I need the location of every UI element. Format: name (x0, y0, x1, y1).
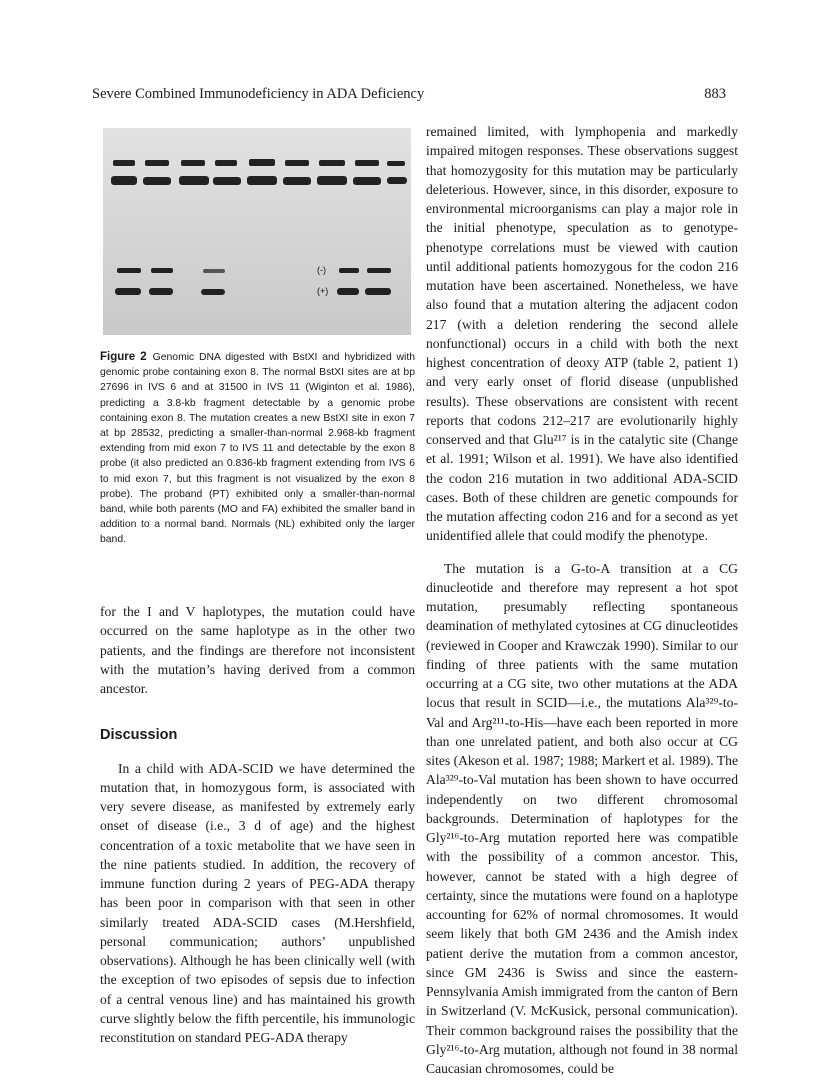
left-column (100, 602, 415, 1047)
gel-band (283, 177, 311, 185)
gel-band (317, 176, 347, 185)
gel-band (181, 160, 205, 166)
gel-figure (103, 128, 411, 335)
right-paragraph-1: remained limited, with lymphopenia and markedly impaired mitogen responses. These observations suggest that homozygosity for this mutation may be particularly deleterious. However, since, in this disorder, exposure to environmental microorganisms can play a major role in the initial phenotype, speculation as to genotype-phenotype correlations must be viewed with caution until additional patients homozygous for the codon 216 mutation have been ascertained. Nonetheless, we have also found that a mutation altering the adjacent codon 217 (with a deletion rendering the second allele nonfunctional) occurs in a child with both the next highest concentration of deoxy ATP (table 2, patient 1) and very early onset of florid disease (unpublished results). These observations are consistent with recent reports that codons 212–217 are evolutionarily highly conserved and that Glu²¹⁷ is in the catalytic site (Change et al. 1991; Wilson et al. 1991). We have also identified the codon 216 mutation in two additional ADA-SCID cases. Both of these children are genetic compounds for the mutation affecting codon 216 and for a second as yet unidentified allele that could modify the phenotype. (426, 124, 738, 544)
lane-label-plus: (+) (317, 286, 329, 296)
gel-band (355, 160, 379, 166)
gel-band (319, 160, 345, 166)
gel-band (145, 160, 169, 166)
gel-band (115, 288, 141, 295)
gel-band (215, 160, 237, 166)
gel-band (353, 177, 381, 185)
gel-band (113, 160, 135, 166)
gel-band (367, 268, 391, 273)
page-number: 883 (704, 86, 726, 102)
gel-band (337, 288, 359, 295)
gel-band (285, 160, 309, 166)
gel-band (149, 288, 173, 295)
gel-band (387, 177, 407, 184)
gel-band (213, 177, 241, 185)
gel-band (151, 268, 173, 273)
continued-paragraph: for the I and V haplotypes, the mutation could have occurred on the same haplotype as in the other two patients, and the findings are therefore not inconsistent with the mutation’s having derived from a common ancestor. (100, 604, 415, 696)
discussion-paragraph: In a child with ADA-SCID we have determined the mutation that, in homozygous form, is associated with very severe disease, as manifested by extremely early onset of disease (i.e., 3 d of age) and the highest concentration of a toxic metabolite that we have seen in the nine patients studied. In addition, the recovery of immune function during 2 years of PEG-ADA therapy has been poor in comparison with that seen in other similarly treated ADA-SCID cases (M.Hershfield, personal communication; authors’ unpublished observations). Although he has been clinically well (with the exception of two episodes of sepsis due to infection of a central venous line) and has maintained his growth curve slightly below the fifth percentile, his immunologic reconstitution on standard PEG-ADA therapy (100, 760, 415, 1045)
right-paragraph-2: The mutation is a G-to-A transition at a CG dinucleotide and therefore may represent a hot spot mutation, presumably reflecting spontaneous deamination of methylated cytosines at CG dinucleotides (reviewed in Cooper and Krawczak 1990). Similar to our finding of three patients with the same mutation occurring at a CG site, two other mutations at the ADA locus that result in SCID—i.e., the mutations Ala³²⁹-to-Val and Arg²¹¹-to-His—have each been reported in more than one unrelated patient, and both also occur at CG sites (Akeson et al. 1987; 1988; Markert et al. 1989). The Ala³²⁹-to-Val mutation has been shown to have occurred independently on two different chromosomal backgrounds. Determination of haplotypes for the Gly²¹⁶-to-Arg mutation reported here was compatible with the possibility of a common ancestor. This, however, cannot be stated with a high degree of certainty, since the mutations were found on a haplotype accounting for 62% of normal chromosomes. It would seem likely that both GM 2436 and the Amish index patient derive the mutation from a common ancestor, since GM 2436 is Swiss and since the eastern-Pennsylvania Amish immigrated from the canton of Bern in Switzerland (V. McKusick, personal communication). Their common background raises the possibility that the Gly²¹⁶-to-Arg mutation, although not found in 38 normal Caucasian chromosomes, could be (426, 560, 738, 1076)
gel-band (203, 269, 225, 273)
gel-band (247, 176, 277, 185)
running-header (92, 86, 726, 108)
lane-label-minus: (-) (317, 265, 326, 275)
gel-band (339, 268, 359, 273)
gel-image (103, 128, 411, 335)
figure-caption-text: Genomic DNA digested with BstXI and hybridized with genomic probe containing exon 8. The normal BstXI sites are at bp 27696 in IVS 6 and at 31500 in IVS 11 (Wiginton et al. 1986), predicting a 3.8-kb fragment detectable by a genomic probe containing exon 8. The mutation creates a new BstXI site in exon 7 at bp 28532, predicting a smaller-than-normal 2.968-kb fragment extending from mid exon 7 to IVS 11 and detectable by the exon 8 probe (it also predicted an 0.836-kb fragment extending from IVS 6 to mid exon 7, but this fragment is not visualized by the exon 8 probe). The proband (PT) exhibited only a smaller-than-normal band, while both parents (MO and FA) exhibited the smaller band in addition to a normal band. Normals (NL) exhibited only the larger band. (100, 352, 416, 546)
right-column (426, 122, 738, 1078)
gel-band (143, 177, 171, 185)
gel-band (365, 288, 391, 295)
gel-band (111, 176, 137, 185)
gel-band (179, 176, 209, 185)
gel-band (387, 161, 405, 166)
running-title: Severe Combined Immunodeficiency in ADA Deficiency (92, 86, 425, 102)
figure-caption (100, 350, 415, 548)
gel-band (249, 159, 275, 166)
gel-band (117, 268, 141, 273)
discussion-heading: Discussion (100, 727, 178, 744)
gel-band (201, 289, 225, 295)
figure-label: Figure 2 (100, 351, 147, 363)
